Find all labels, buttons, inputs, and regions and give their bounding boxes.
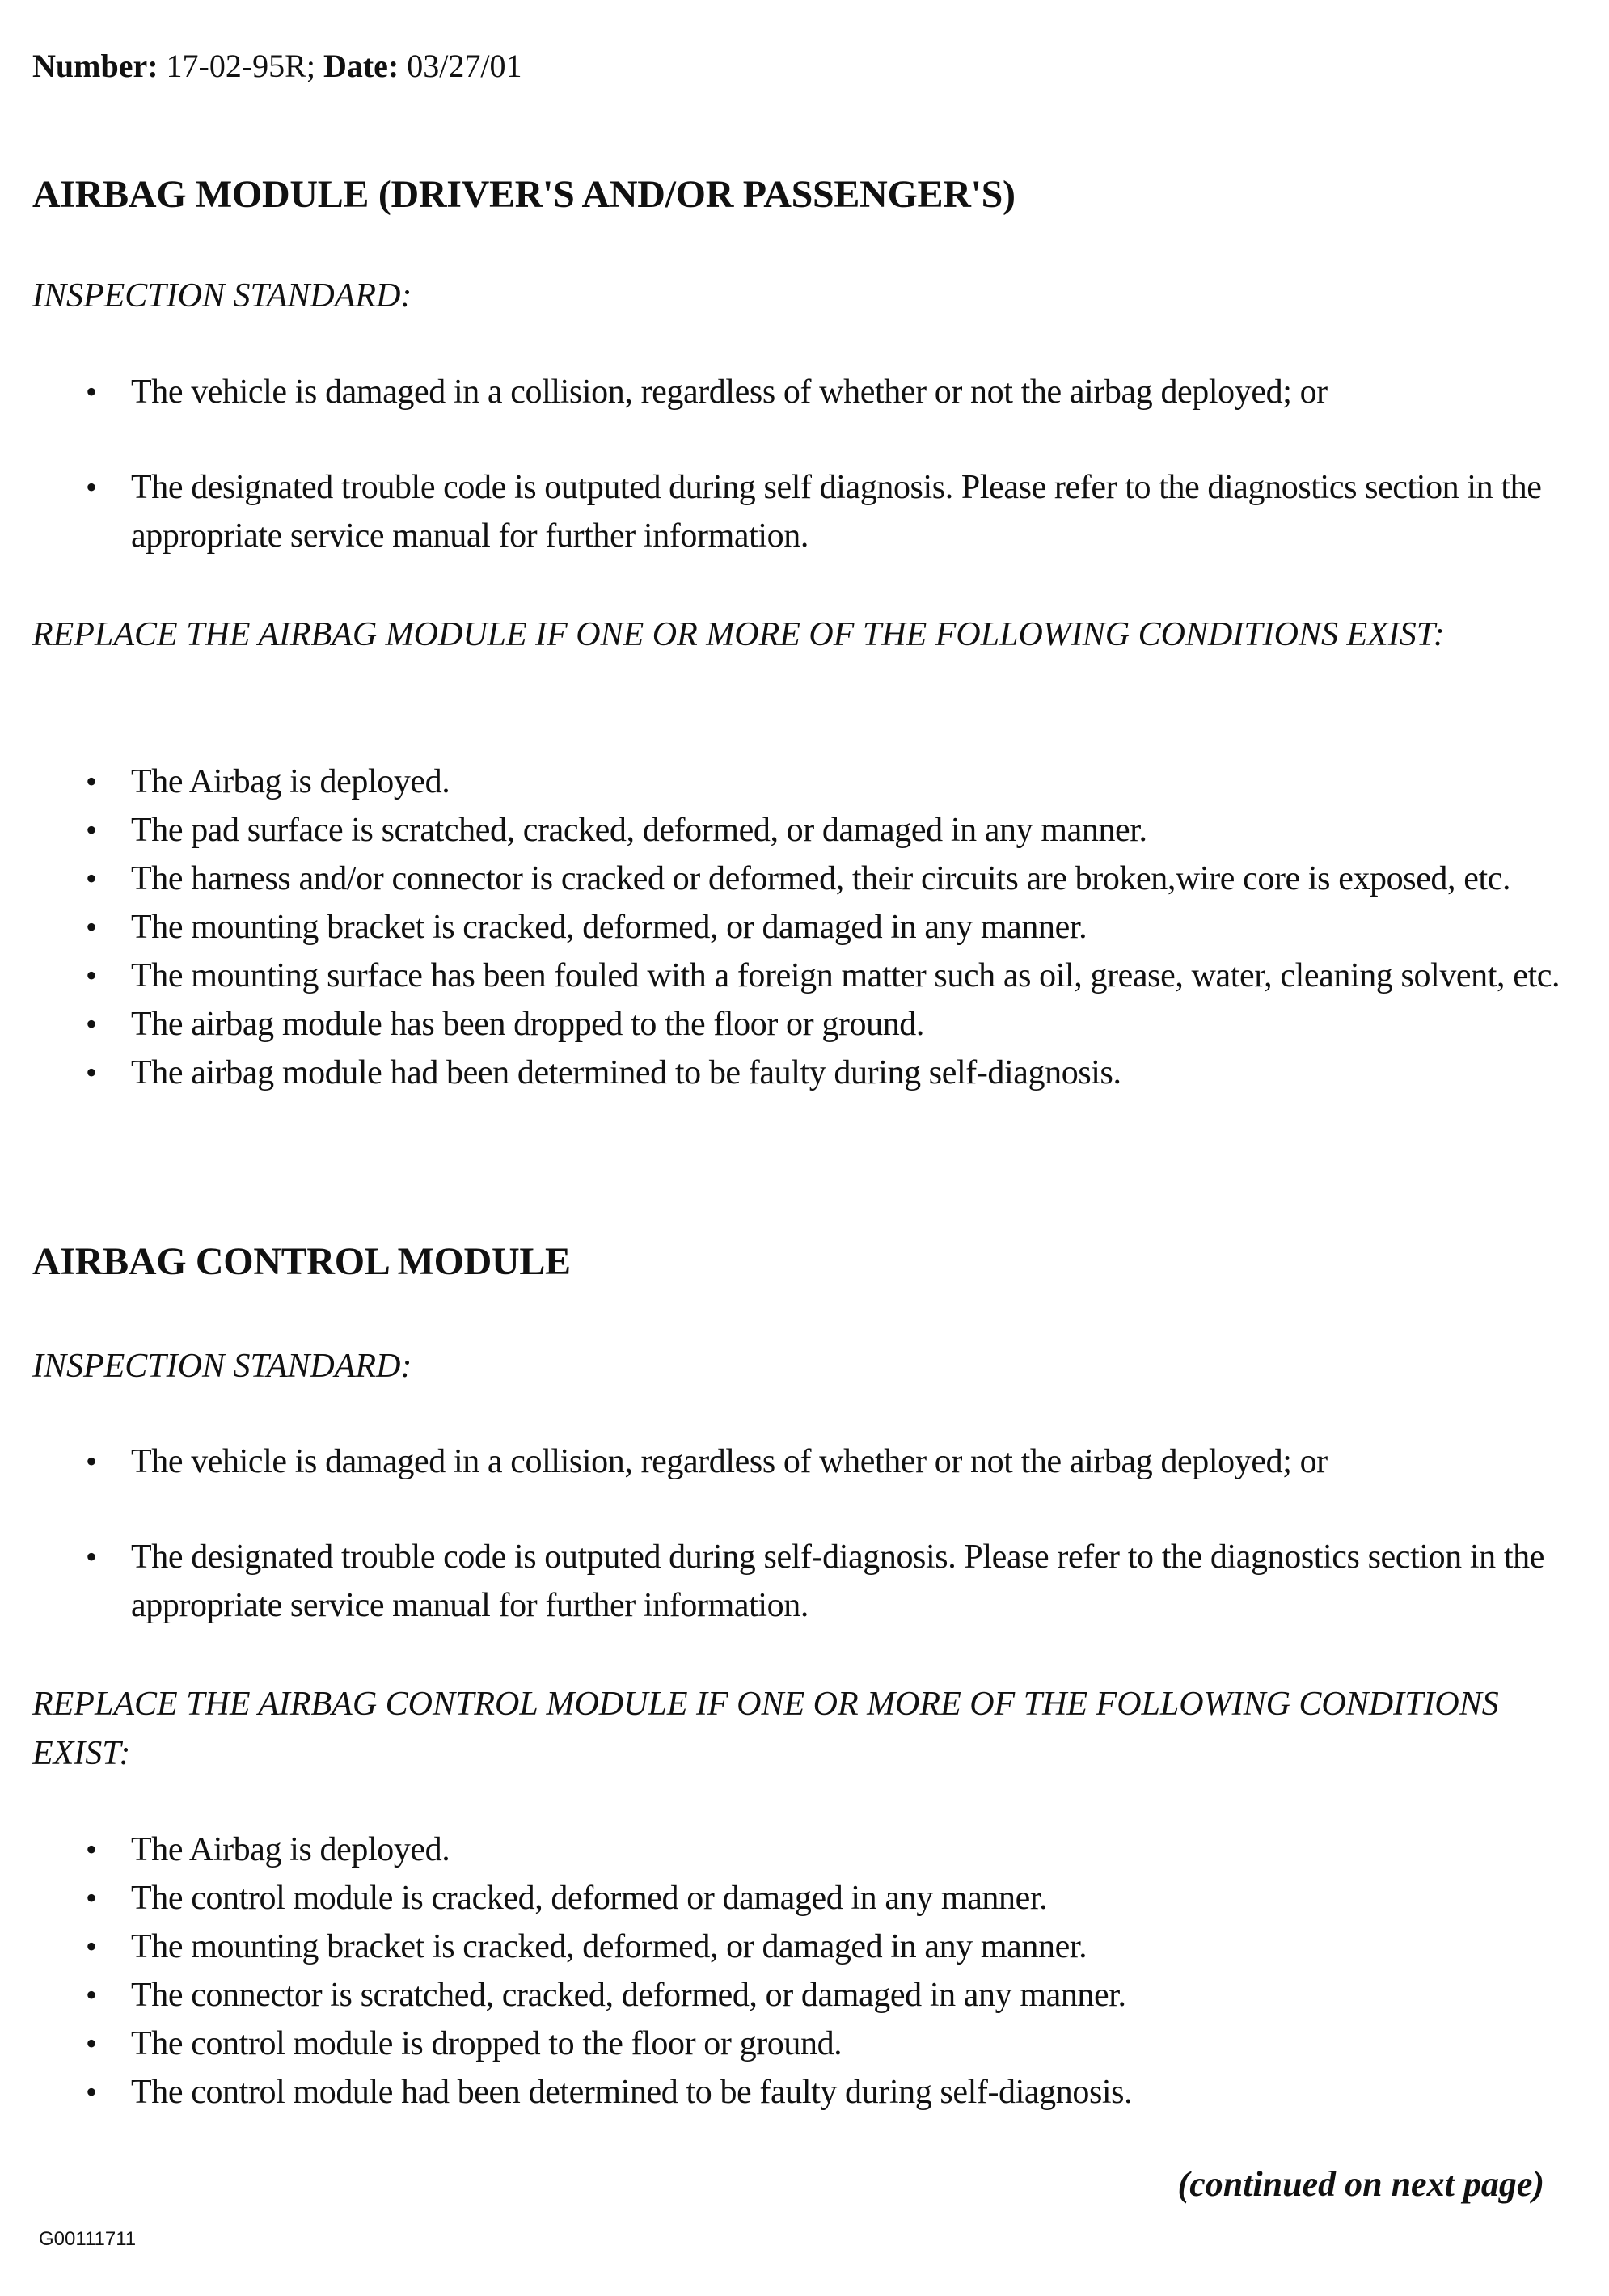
inspection-list-1: [0, 368, 1609, 560]
date-label: Date:: [323, 48, 399, 84]
list-item: • The vehicle is damaged in a collision, regardless of whether or not the airbag deployed; or: [0, 1437, 1609, 1486]
replace-conditions-list-2: [0, 1825, 1609, 2117]
number-label: Number:: [32, 48, 158, 84]
list-item: • The designated trouble code is outputed during self diagnosis. Please refer to the diagnostics section in the appropriate service manual for further information.: [0, 463, 1609, 560]
inspection-standard-label-1: INSPECTION STANDARD:: [32, 277, 412, 314]
replace-conditions-list-1: [0, 758, 1609, 1097]
inspection-standard-label-2: INSPECTION STANDARD:: [32, 1348, 412, 1385]
section-title-airbag-control-module: AIRBAG CONTROL MODULE: [32, 1240, 571, 1283]
section-title-airbag-module: AIRBAG MODULE (DRIVER'S AND/OR PASSENGER'S): [32, 173, 1016, 216]
list-item: • The mounting bracket is cracked, deformed, or damaged in any manner.: [0, 1922, 1609, 1971]
list-item: • The harness and/or connector is cracked or deformed, their circuits are broken,wire core is exposed, etc.: [0, 855, 1609, 903]
bulletin-header: [32, 47, 522, 86]
list-item: • The control module had been determined to be faulty during self-diagnosis.: [0, 2068, 1609, 2117]
list-item: • The pad surface is scratched, cracked, deformed, or damaged in any manner.: [0, 806, 1609, 855]
list-item: • The airbag module has been dropped to the floor or ground.: [0, 1000, 1609, 1049]
continued-note: (continued on next page): [1177, 2164, 1544, 2204]
list-item: • The designated trouble code is outputed during self-diagnosis. Please refer to the diagnostics section in the appropriate service manual for further information.: [0, 1533, 1609, 1630]
list-item: • The control module is dropped to the floor or ground.: [0, 2020, 1609, 2068]
list-item: • The vehicle is damaged in a collision, regardless of whether or not the airbag deployed; or: [0, 368, 1609, 416]
list-item: • The connector is scratched, cracked, deformed, or damaged in any manner.: [0, 1971, 1609, 2020]
inspection-list-2: [0, 1437, 1609, 1630]
list-item: • The mounting surface has been fouled with a foreign matter such as oil, grease, water, cleaning solvent, etc.: [0, 952, 1609, 1000]
list-item: • The control module is cracked, deformed or damaged in any manner.: [0, 1874, 1609, 1922]
replace-conditions-label-2: REPLACE THE AIRBAG CONTROL MODULE IF ONE OR MORE OF THE FOLLOWING CONDITIONS EXIST:: [32, 1686, 1499, 1772]
list-item: • The Airbag is deployed.: [0, 758, 1609, 806]
replace-conditions-label-1: REPLACE THE AIRBAG MODULE IF ONE OR MORE OF THE FOLLOWING CONDITIONS EXIST:: [32, 616, 1445, 653]
list-item: • The mounting bracket is cracked, deformed, or damaged in any manner.: [0, 903, 1609, 952]
list-item: • The airbag module had been determined to be faulty during self-diagnosis.: [0, 1049, 1609, 1097]
document-id: G00111711: [39, 2228, 137, 2250]
number-value: 17-02-95R;: [166, 48, 315, 84]
date-value: 03/27/01: [407, 48, 522, 84]
list-item: • The Airbag is deployed.: [0, 1825, 1609, 1874]
